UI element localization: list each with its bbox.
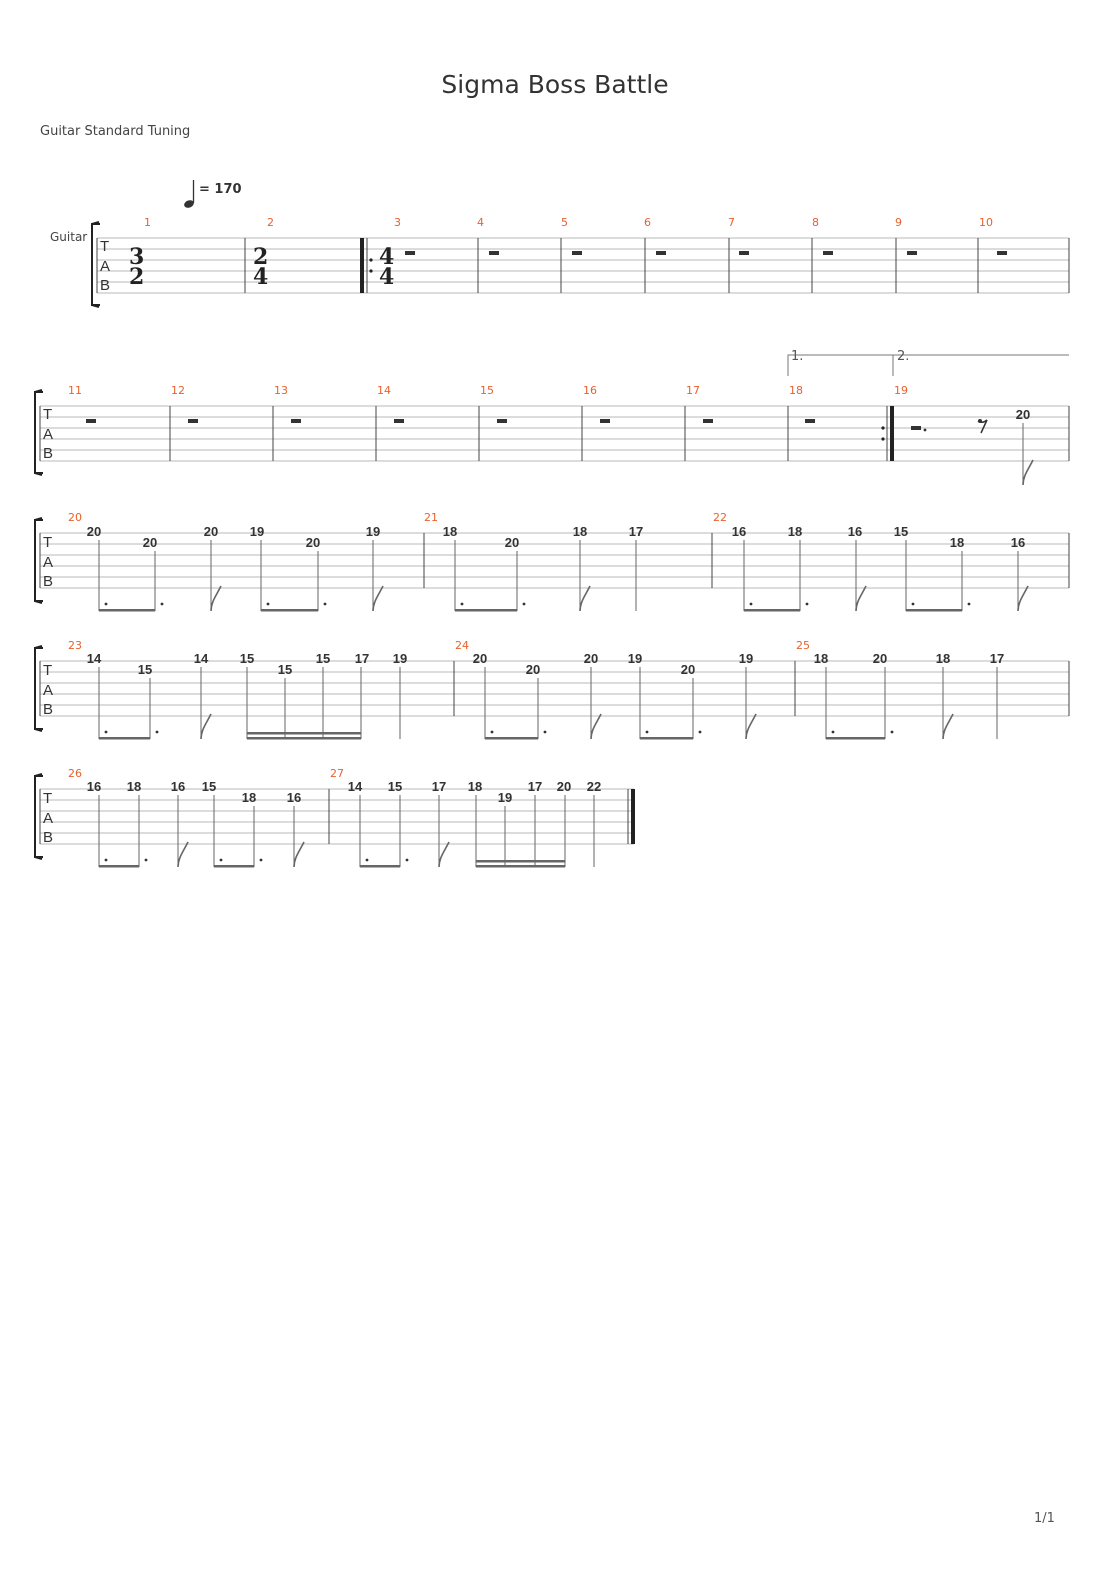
system-5 (35, 767, 635, 868)
fret-number: 14 (86, 651, 102, 666)
measure-20 (87, 524, 383, 612)
instrument-name: Guitar (50, 230, 88, 244)
measure-number: 3 (394, 216, 401, 229)
measure-number: 11 (68, 384, 82, 397)
measure-number: 1 (144, 216, 151, 229)
fret-number: 22 (586, 779, 602, 794)
measure-number: 13 (274, 384, 288, 397)
fret-number: 16 (286, 790, 302, 805)
tempo-value: = 170 (199, 182, 242, 197)
time-sig-num: 3 (129, 244, 145, 270)
fret-number: 17 (527, 779, 543, 794)
measure-number: 24 (455, 639, 469, 652)
measure-number: 17 (686, 384, 700, 397)
measure-23 (87, 651, 407, 740)
fret-number: 15 (201, 779, 217, 794)
system-4 (35, 639, 1069, 740)
fret-number: 20 (203, 524, 219, 539)
measure-number: 15 (480, 384, 494, 397)
staff-lines (40, 533, 1069, 588)
fret-number: 16 (1010, 535, 1026, 550)
measure-number: 14 (377, 384, 391, 397)
fret-number: 15 (137, 662, 153, 677)
system-bracket (35, 648, 43, 729)
fret-number: 18 (813, 651, 829, 666)
fret-number: 20 (680, 662, 696, 677)
tab-clef-t: T (100, 238, 110, 255)
fret-number: 20 (583, 651, 599, 666)
tuning-label: Guitar Standard Tuning (40, 124, 191, 139)
measure-21 (443, 524, 643, 612)
measure-number: 9 (895, 216, 902, 229)
measure-number: 7 (728, 216, 735, 229)
fret-number: 15 (893, 524, 909, 539)
fret-number: 16 (847, 524, 863, 539)
staff-lines (40, 661, 1069, 716)
tab-clef-t: T (43, 406, 53, 423)
fret-number: 20 (472, 651, 488, 666)
tab-clef-a: A (43, 426, 54, 443)
fret-number: 20 (1015, 407, 1031, 422)
fret-number: 18 (467, 779, 483, 794)
barlines (245, 238, 1069, 293)
time-sig-den: 2 (129, 264, 145, 290)
tab-clef-b: B (43, 829, 54, 846)
barlines (424, 533, 1069, 588)
score-title: Sigma Boss Battle (441, 70, 669, 99)
fret-number: 15 (239, 651, 255, 666)
fret-number: 19 (497, 790, 513, 805)
fret-number: 18 (241, 790, 257, 805)
fret-number: 17 (431, 779, 447, 794)
fret-number: 20 (86, 524, 102, 539)
fret-number: 18 (126, 779, 142, 794)
fret-number: 18 (442, 524, 458, 539)
measure-number: 8 (812, 216, 819, 229)
measure-number: 10 (979, 216, 993, 229)
fret-number: 17 (354, 651, 370, 666)
system-bracket (35, 776, 43, 857)
fret-number: 19 (392, 651, 408, 666)
fret-number: 17 (989, 651, 1005, 666)
barlines (454, 661, 1069, 716)
measure-number: 16 (583, 384, 597, 397)
fret-number: 19 (627, 651, 643, 666)
final-barline (631, 789, 635, 844)
fret-number: 15 (315, 651, 331, 666)
fret-number: 20 (305, 535, 321, 550)
measure-number: 18 (789, 384, 803, 397)
measure-22 (732, 524, 1028, 612)
volta-brackets (788, 355, 1069, 376)
tab-clef-b: B (100, 277, 111, 294)
system-3 (35, 511, 1069, 612)
fret-number: 19 (738, 651, 754, 666)
tab-clef-a: A (43, 810, 54, 827)
time-sig-den: 4 (379, 264, 395, 290)
rests (405, 251, 1007, 255)
fret-number: 20 (872, 651, 888, 666)
fret-number: 14 (193, 651, 209, 666)
tab-clef-b: B (43, 445, 54, 462)
fret-number: 18 (949, 535, 965, 550)
staff-lines (40, 789, 634, 844)
staff-lines (97, 238, 1069, 293)
measure-26 (87, 779, 304, 868)
repeat-start (360, 238, 373, 293)
measure-25 (814, 651, 1004, 740)
fret-number: 20 (525, 662, 541, 677)
measure-number: 2 (267, 216, 274, 229)
repeat-end (881, 406, 894, 461)
fret-number: 18 (935, 651, 951, 666)
fret-number: 18 (787, 524, 803, 539)
staff-lines (40, 406, 1069, 461)
volta-1: 1. (791, 349, 804, 364)
fret-number: 16 (731, 524, 747, 539)
measure-number: 21 (424, 511, 438, 524)
tab-clef-b: B (43, 701, 54, 718)
barlines (329, 789, 628, 844)
fret-number: 16 (170, 779, 186, 794)
measure-number: 22 (713, 511, 727, 524)
measure-number: 27 (330, 767, 344, 780)
fret-number: 14 (347, 779, 363, 794)
page-number: 1/1 (1034, 1511, 1055, 1526)
fret-number: 15 (387, 779, 403, 794)
time-sig-num: 2 (253, 244, 269, 270)
fret-number: 18 (572, 524, 588, 539)
system-bracket (35, 520, 43, 601)
fret-number: 19 (365, 524, 381, 539)
system-1 (50, 180, 1069, 307)
measure-number: 5 (561, 216, 568, 229)
fret-number: 17 (628, 524, 644, 539)
tab-clef-t: T (43, 534, 53, 551)
tab-clef-a: A (43, 682, 54, 699)
fret-number: 20 (556, 779, 572, 794)
volta-2: 2. (897, 349, 910, 364)
measure-number: 20 (68, 511, 82, 524)
fret-number: 15 (277, 662, 293, 677)
barlines (170, 406, 1069, 461)
time-sig-num: 4 (379, 244, 395, 270)
measure-number: 4 (477, 216, 484, 229)
measure-number: 12 (171, 384, 185, 397)
measure-number: 25 (796, 639, 810, 652)
measure-24 (473, 651, 756, 740)
rests (86, 419, 926, 431)
tab-clef-a: A (100, 258, 111, 275)
fret-number: 16 (86, 779, 102, 794)
measure-number: 6 (644, 216, 651, 229)
fret-number: 20 (504, 535, 520, 550)
tab-clef-t: T (43, 662, 53, 679)
measure-number: 19 (894, 384, 908, 397)
measure-number: 23 (68, 639, 82, 652)
measure-number: 26 (68, 767, 82, 780)
measure-27 (348, 779, 601, 868)
system-2 (35, 349, 1069, 485)
time-sig-den: 4 (253, 264, 269, 290)
tab-clef-t: T (43, 790, 53, 807)
tempo-marking (183, 180, 241, 209)
fret-number: 20 (142, 535, 158, 550)
tab-clef-a: A (43, 554, 54, 571)
tab-clef-b: B (43, 573, 54, 590)
fret-number: 19 (249, 524, 265, 539)
